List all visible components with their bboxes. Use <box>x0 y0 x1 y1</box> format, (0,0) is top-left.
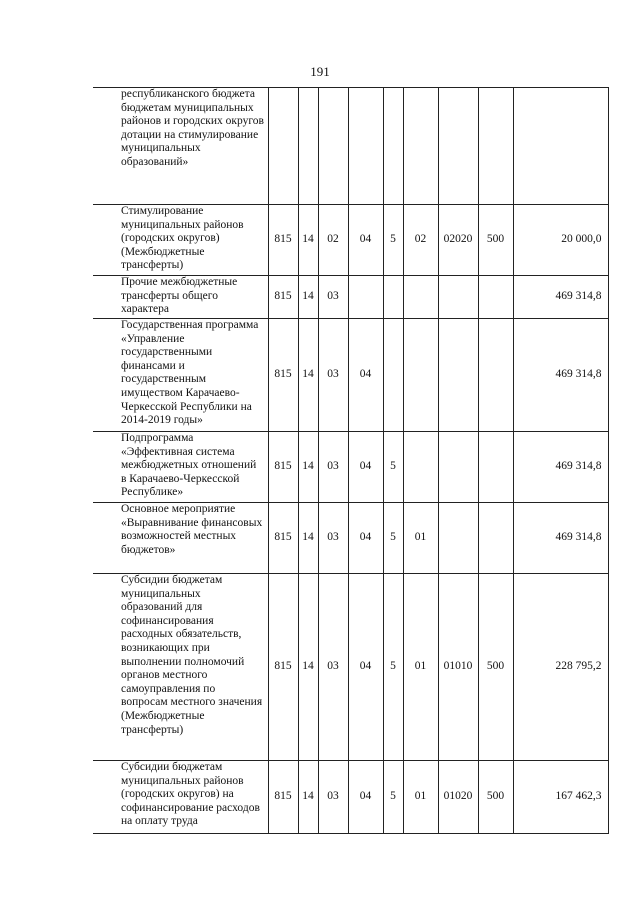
cell-ved: 815 <box>268 761 298 834</box>
cell-main: 01 <box>403 574 438 761</box>
cell-rz <box>298 88 318 205</box>
cell-main <box>403 88 438 205</box>
cell-ved <box>268 88 298 205</box>
cell-sub: 5 <box>383 432 403 503</box>
cell-sum <box>513 88 608 205</box>
cell-dir <box>438 88 478 205</box>
cell-prog <box>348 276 383 319</box>
cell-pr: 03 <box>318 761 348 834</box>
cell-pr: 03 <box>318 503 348 574</box>
cell-rz: 14 <box>298 503 318 574</box>
table-row <box>93 432 608 503</box>
table-row <box>93 761 608 834</box>
cell-rz: 14 <box>298 432 318 503</box>
table-body <box>93 88 608 834</box>
cell-sum: 469 314,8 <box>513 432 608 503</box>
cell-ved: 815 <box>268 432 298 503</box>
cell-ved: 815 <box>268 205 298 276</box>
cell-main <box>403 319 438 432</box>
cell-vr <box>478 432 513 503</box>
cell-sub: 5 <box>383 761 403 834</box>
cell-rz: 14 <box>298 205 318 276</box>
table-row <box>93 574 608 761</box>
cell-sub: 5 <box>383 574 403 761</box>
table-row <box>93 503 608 574</box>
row-name: Прочие межбюджетные трансферты общего характера <box>93 276 268 319</box>
cell-pr <box>318 88 348 205</box>
cell-prog <box>348 88 383 205</box>
cell-sub <box>383 88 403 205</box>
cell-rz: 14 <box>298 319 318 432</box>
cell-sum: 20 000,0 <box>513 205 608 276</box>
row-name: Подпрограмма «Эффективная система межбюджетных отношений в Карачаево-Черкесской Республике» <box>93 432 268 503</box>
cell-rz: 14 <box>298 276 318 319</box>
cell-prog: 04 <box>348 205 383 276</box>
cell-prog: 04 <box>348 574 383 761</box>
cell-sub: 5 <box>383 503 403 574</box>
cell-prog: 04 <box>348 761 383 834</box>
cell-main: 02 <box>403 205 438 276</box>
row-name: Государственная программа «Управление государственными финансами и государственным имуществом Карачаево-Черкесской Республики на 2014-2019 годы» <box>93 319 268 432</box>
cell-ved: 815 <box>268 276 298 319</box>
cell-vr <box>478 276 513 319</box>
cell-dir <box>438 503 478 574</box>
cell-ved: 815 <box>268 574 298 761</box>
cell-dir <box>438 319 478 432</box>
table-row <box>93 205 608 276</box>
table-row <box>93 276 608 319</box>
cell-sub <box>383 319 403 432</box>
cell-sum: 469 314,8 <box>513 276 608 319</box>
cell-rz: 14 <box>298 574 318 761</box>
cell-vr: 500 <box>478 761 513 834</box>
row-name: республиканского бюджета бюджетам муниципальных районов и городских округов дотации на стимулирование муниципальных образований» <box>93 88 268 205</box>
cell-pr: 02 <box>318 205 348 276</box>
cell-rz: 14 <box>298 761 318 834</box>
row-name: Субсидии бюджетам муниципальных районов (городских округов) на софинансирование расходов на оплату труда <box>93 761 268 834</box>
cell-main: 01 <box>403 761 438 834</box>
row-name: Субсидии бюджетам муниципальных образований для софинансирования расходных обязательств, возникающих при выполнении полномочий органов местного самоуправления по вопросам местного значения (Межбюджетные трансферты) <box>93 574 268 761</box>
cell-prog: 04 <box>348 319 383 432</box>
cell-vr <box>478 88 513 205</box>
cell-dir: 01020 <box>438 761 478 834</box>
cell-ved: 815 <box>268 503 298 574</box>
budget-table <box>93 87 609 834</box>
row-name: Стимулирование муниципальных районов (городских округов) (Межбюджетные трансферты) <box>93 205 268 276</box>
row-name: Основное мероприятие «Выравнивание финансовых возможностей местных бюджетов» <box>93 503 268 574</box>
cell-vr: 500 <box>478 574 513 761</box>
cell-sum: 167 462,3 <box>513 761 608 834</box>
cell-vr: 500 <box>478 205 513 276</box>
cell-main <box>403 276 438 319</box>
cell-vr <box>478 503 513 574</box>
table-row <box>93 319 608 432</box>
cell-dir <box>438 276 478 319</box>
table-row <box>93 88 608 205</box>
cell-dir: 02020 <box>438 205 478 276</box>
cell-sub: 5 <box>383 205 403 276</box>
cell-sub <box>383 276 403 319</box>
cell-pr: 03 <box>318 574 348 761</box>
cell-ved: 815 <box>268 319 298 432</box>
cell-dir: 01010 <box>438 574 478 761</box>
cell-pr: 03 <box>318 432 348 503</box>
cell-sum: 228 795,2 <box>513 574 608 761</box>
cell-sum: 469 314,8 <box>513 503 608 574</box>
cell-main <box>403 432 438 503</box>
cell-vr <box>478 319 513 432</box>
cell-prog: 04 <box>348 503 383 574</box>
cell-pr: 03 <box>318 319 348 432</box>
cell-dir <box>438 432 478 503</box>
cell-prog: 04 <box>348 432 383 503</box>
cell-main: 01 <box>403 503 438 574</box>
page-number: 191 <box>310 64 330 79</box>
cell-pr: 03 <box>318 276 348 319</box>
cell-sum: 469 314,8 <box>513 319 608 432</box>
